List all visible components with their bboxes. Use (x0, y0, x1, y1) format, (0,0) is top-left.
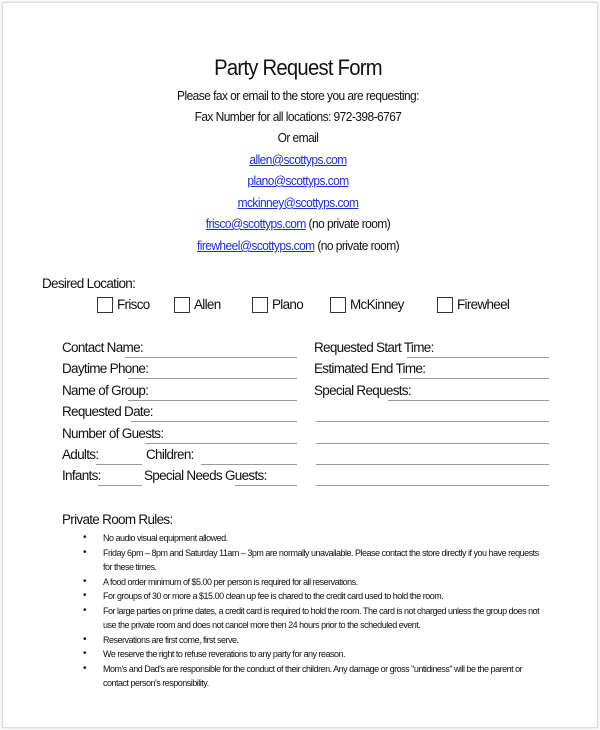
rule-item: • Reservations are first come, first serve. (83, 633, 543, 648)
email-link-mckinney[interactable]: mckinney@scottyps.com (237, 195, 359, 210)
rule-item: • For groups of 30 or more a $15.00 clean up fee is chared to the credit card used to hold the room. (83, 589, 543, 604)
daytime-phone-label: Daytime Phone: (62, 361, 149, 376)
rules-list (83, 531, 543, 691)
or-email: Or email (277, 130, 319, 145)
checkbox-allen[interactable] (174, 297, 190, 313)
special-requests-line[interactable] (316, 485, 549, 486)
guests-field[interactable] (145, 443, 297, 444)
special-needs-label: Special Needs Guests: (144, 468, 267, 483)
rule-item: • For large parties on prime dates, a credit card is required to hold the room. The card is not charged unless the group does not use the private room and does not cancel more then 24 hours prior to the scheduled event. (83, 604, 543, 633)
start-time-field[interactable] (407, 357, 549, 358)
checkbox-label: Plano (272, 297, 304, 312)
requested-date-label: Requested Date: (62, 404, 153, 419)
rule-item: • Mom's and Dad's are responsible for the conduct of their children. Any damage or gross "untidiness" will be the parent or contact person's responsibility. (83, 662, 543, 691)
special-requests-line[interactable] (316, 421, 549, 422)
checkbox-frisco[interactable] (97, 297, 113, 313)
infants-label: Infants: (62, 468, 101, 483)
requested-date-field[interactable] (131, 421, 297, 422)
checkbox-plano[interactable] (252, 297, 268, 313)
fax-line: Fax Number for all locations: 972-398-6767 (194, 109, 402, 124)
desired-location-label: Desired Location: (42, 276, 136, 291)
special-needs-field[interactable] (235, 485, 297, 486)
rule-item: • A food order minimum of $5.00 per person is required for all reservations. (83, 575, 543, 590)
checkbox-label: McKinney (350, 297, 404, 312)
special-requests-label: Special Requests: (314, 383, 411, 398)
rules-title: Private Room Rules: (62, 512, 173, 527)
checkbox-mckinney[interactable] (330, 297, 346, 313)
rule-item: • No audio visual equipment allowed. (83, 531, 543, 546)
end-time-field[interactable] (400, 378, 549, 379)
form-title: Party Request Form (214, 55, 382, 80)
checkbox-label: Allen (194, 297, 221, 312)
special-requests-field[interactable] (388, 400, 549, 401)
adults-label: Adults: (62, 447, 99, 462)
checkbox-label: Frisco (117, 297, 150, 312)
start-time-label: Requested Start Time: (314, 340, 434, 355)
email-link-allen[interactable]: allen@scottyps.com (249, 152, 347, 167)
infants-field[interactable] (98, 485, 142, 486)
rule-item: • Friday 6pm – 8pm and Saturday 11am – 3pm are normally unavailable. Please contact the store directly if you have requests for these times. (83, 546, 543, 575)
intro-line: Please fax or email to the store you are requesting: (177, 88, 419, 103)
email-link-firewheel[interactable]: firewheel@scottyps.com (196, 238, 315, 253)
daytime-phone-field[interactable] (128, 378, 297, 379)
special-requests-line[interactable] (316, 464, 549, 465)
email-link-plano[interactable]: plano@scottyps.com (247, 173, 349, 188)
form-page (2, 2, 598, 728)
email-link-frisco[interactable]: frisco@scottyps.com (205, 216, 306, 231)
guests-label: Number of Guests: (62, 426, 164, 441)
group-name-label: Name of Group: (62, 383, 149, 398)
group-name-field[interactable] (128, 400, 297, 401)
checkbox-firewheel[interactable] (437, 297, 453, 313)
checkbox-label: Firewheel (457, 297, 510, 312)
end-time-label: Estimated End Time: (314, 361, 426, 376)
email-note: (no private room) (305, 216, 391, 231)
contact-name-label: Contact Name: (62, 340, 143, 355)
children-field[interactable] (201, 464, 297, 465)
email-note: (no private room) (314, 238, 400, 253)
special-requests-line[interactable] (316, 443, 549, 444)
adults-field[interactable] (96, 464, 142, 465)
rule-item: • We reserve the right to refuse reverations to any party for any reason. (83, 647, 543, 662)
contact-name-field[interactable] (125, 357, 297, 358)
children-label: Children: (146, 447, 194, 462)
